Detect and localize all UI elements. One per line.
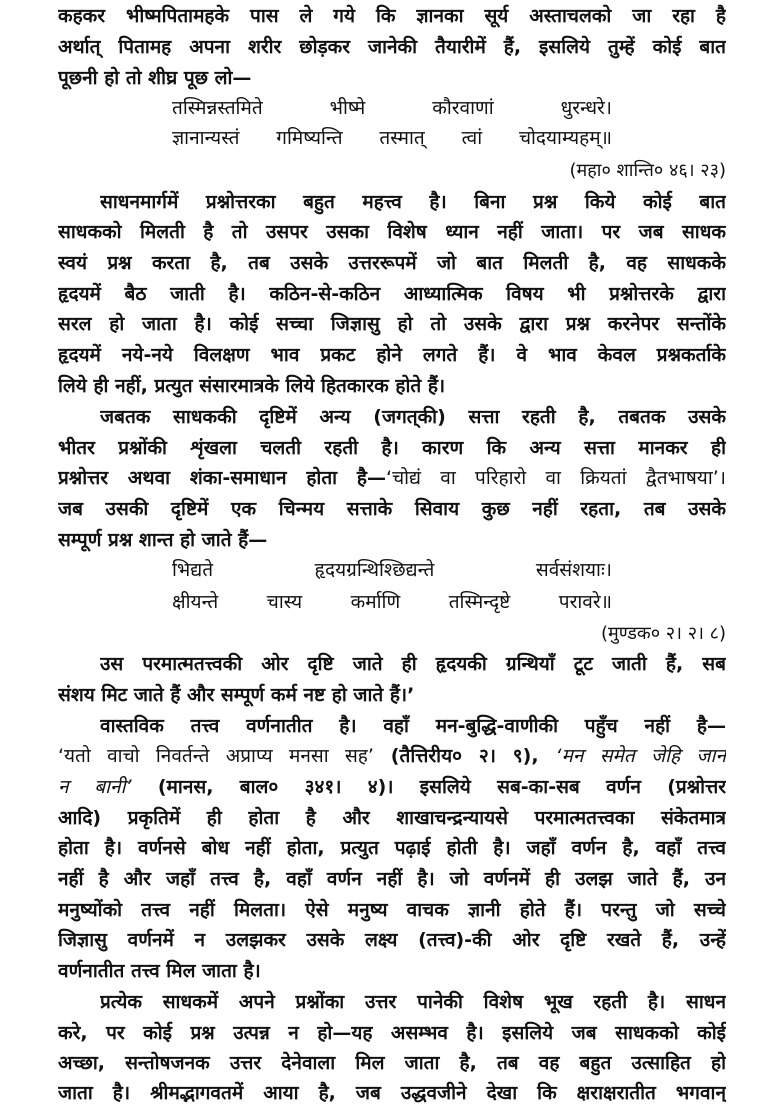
- paragraph-first-line: साधनमार्गमें प्रश्नोत्तरका बहुत महत्त्व है। बिना प्रश्न किये कोई बात: [100, 191, 726, 213]
- text-line: पूछनी हो तो शीघ्र पूछ लो—: [58, 67, 252, 89]
- text-line: मनुष्योंको तत्त्व नहीं मिलता। ऐसे मनुष्य वाचक ज्ञानी होते हैं। परन्तु जो सच्चे: [58, 899, 726, 921]
- text-line: आदि) प्रकृतिमें ही होता है और शाखाचन्द्रन्यायसे परमात्मतत्त्वका संकेतमात्र: [58, 807, 726, 829]
- text-line: [58, 773, 726, 802]
- sanskrit-verse-line: भिद्यते हृदयग्रन्थिश्छिद्यन्ते सर्वसंशयाः।: [172, 559, 612, 581]
- sanskrit-verse-line: तस्मिन्नस्तमिते भीष्मे कौरवाणां धुरन्धरे।: [172, 97, 612, 119]
- text-segment: (मानस, बाल० ३४१। ४)। इसलिये सब-का-सब वर्णन (प्रश्नोत्तर: [131, 776, 726, 798]
- text-line: [58, 742, 726, 771]
- hindi-quote: ‘मन समेत जेहि जान: [555, 745, 726, 767]
- text-line: सम्पूर्ण प्रश्न शान्त हो जाते हैं—: [58, 529, 268, 551]
- text-line: जब उसकी दृष्टिमें एक चिन्मय सत्ताके सिवाय कुछ नहीं रहता, तब उसके: [58, 498, 726, 520]
- text-line: वर्णनातीत तत्त्व मिल जाता है।: [58, 960, 261, 982]
- verse-citation: (मुण्डक० २। २। ८): [600, 623, 726, 644]
- verse-citation: (महा० शान्ति० ४६। २३): [569, 160, 726, 181]
- text-line: कहकर भीष्मपितामहके पास ले गये कि ज्ञानका सूर्य अस्ताचलको जा रहा है: [58, 5, 726, 27]
- text-line: होता है। वर्णनसे बोध नहीं होता, प्रत्युत पढ़ाई होती है। जहाँ वर्णन है, वहाँ तत्त्व: [58, 837, 726, 859]
- sanskrit-verse-line: ज्ञानान्यस्तं गमिष्यन्ति तस्मात् त्वां चोदयाम्यहम्॥: [172, 127, 612, 149]
- text-line: भीतर प्रश्नोंकी शृंखला चलती रहती है। कारण कि अन्य सत्ता मानकर ही: [58, 437, 726, 459]
- text-line: अर्थात् पितामह अपना शरीर छोड़कर जानेकी तैयारीमें हैं, इसलिये तुम्हें कोई बात: [58, 36, 726, 58]
- hindi-quote: न बानी’: [58, 776, 132, 798]
- text-line: हृदयमें बैठ जाती है। कठिन-से-कठिन आध्यात्मिक विषय भी प्रश्नोत्तरके द्वारा: [58, 283, 726, 305]
- paragraph-first-line: जबतक साधककी दृष्टिमें अन्य (जगत्‌की) सत्ता रहती है, तबतक उसके: [100, 406, 726, 428]
- sanskrit-quote: ‘यतो वाचो निवर्तन्ते अप्राप्य मनसा सह’: [58, 745, 374, 767]
- text-line: हृदयमें नये-नये विलक्षण भाव प्रकट होने लगते हैं। वे भाव केवल प्रश्नकर्ताके: [58, 344, 726, 366]
- text-segment: प्रश्नोत्तर अथवा शंका-समाधान होता है—: [58, 467, 387, 489]
- paragraph-first-line: वास्तविक तत्त्व वर्णनातीत है। वहाँ मन-बुद्धि-वाणीकी पहुँच नहीं है—: [100, 715, 726, 737]
- text-line: संशय मिट जाते हैं और सम्पूर्ण कर्म नष्ट हो जाते हैं।’: [58, 684, 415, 706]
- text-line: स्वयं प्रश्न करता है, तब उसके उत्तररूपमें जो बात मिलती है, वह साधकके: [58, 252, 726, 274]
- text-line: लिये ही नहीं, प्रत्युत संसारमात्रके लिये हितकारक होते हैं।: [58, 375, 446, 397]
- text-line: अच्छा, सन्तोषजनक उत्तर देनेवाला मिल जाता है, तब वह बहुत उत्साहित हो: [58, 1052, 726, 1074]
- text-segment: (तैत्तिरीय० २। ९),: [373, 745, 556, 767]
- text-line: करे, पर कोई प्रश्न उत्पन्न न हो—यह असम्भव है। इसलिये जब साधकको कोई: [58, 1022, 726, 1044]
- sanskrit-verse-line: क्षीयन्ते चास्य कर्माणि तस्मिन्दृष्टे परावरे॥: [172, 591, 612, 613]
- text-line: जिज्ञासु वर्णनमें न उलझकर उसके लक्ष्य (तत्त्व)-की ओर दृष्टि रखते हैं, उन्हें: [58, 929, 726, 951]
- text-line: सरल हो जाता है। कोई सच्चा जिज्ञासु हो तो उसके द्वारा प्रश्न करनेपर सन्तोंके: [58, 313, 726, 335]
- paragraph-first-line: उस परमात्मतत्त्वकी ओर दृष्टि जाते ही हृदयकी ग्रन्थियाँ टूट जाती हैं, सब: [100, 653, 726, 675]
- text-line: नहीं है और जहाँ तत्त्व है, वहाँ वर्णन नहीं है। जो वर्णनमें ही उलझ जाते हैं, उन: [58, 868, 726, 890]
- paragraph-first-line: प्रत्येक साधकमें अपने प्रश्नोंका उत्तर पानेकी विशेष भूख रहती है। साधन: [100, 991, 726, 1013]
- text-line: जाता है। श्रीमद्भागवतमें आया है, जब उद्धवजीने देखा कि क्षराक्षरातीत भगवान्: [58, 1082, 726, 1104]
- text-line: [58, 464, 726, 493]
- text-line: साधकको मिलती है तो उसपर उसका विशेष ध्यान नहीं जाता। पर जब साधक: [58, 221, 726, 243]
- sanskrit-quote: ‘चोद्यं वा परिहारो वा क्रियतां द्वैतभाषया’।: [386, 467, 726, 489]
